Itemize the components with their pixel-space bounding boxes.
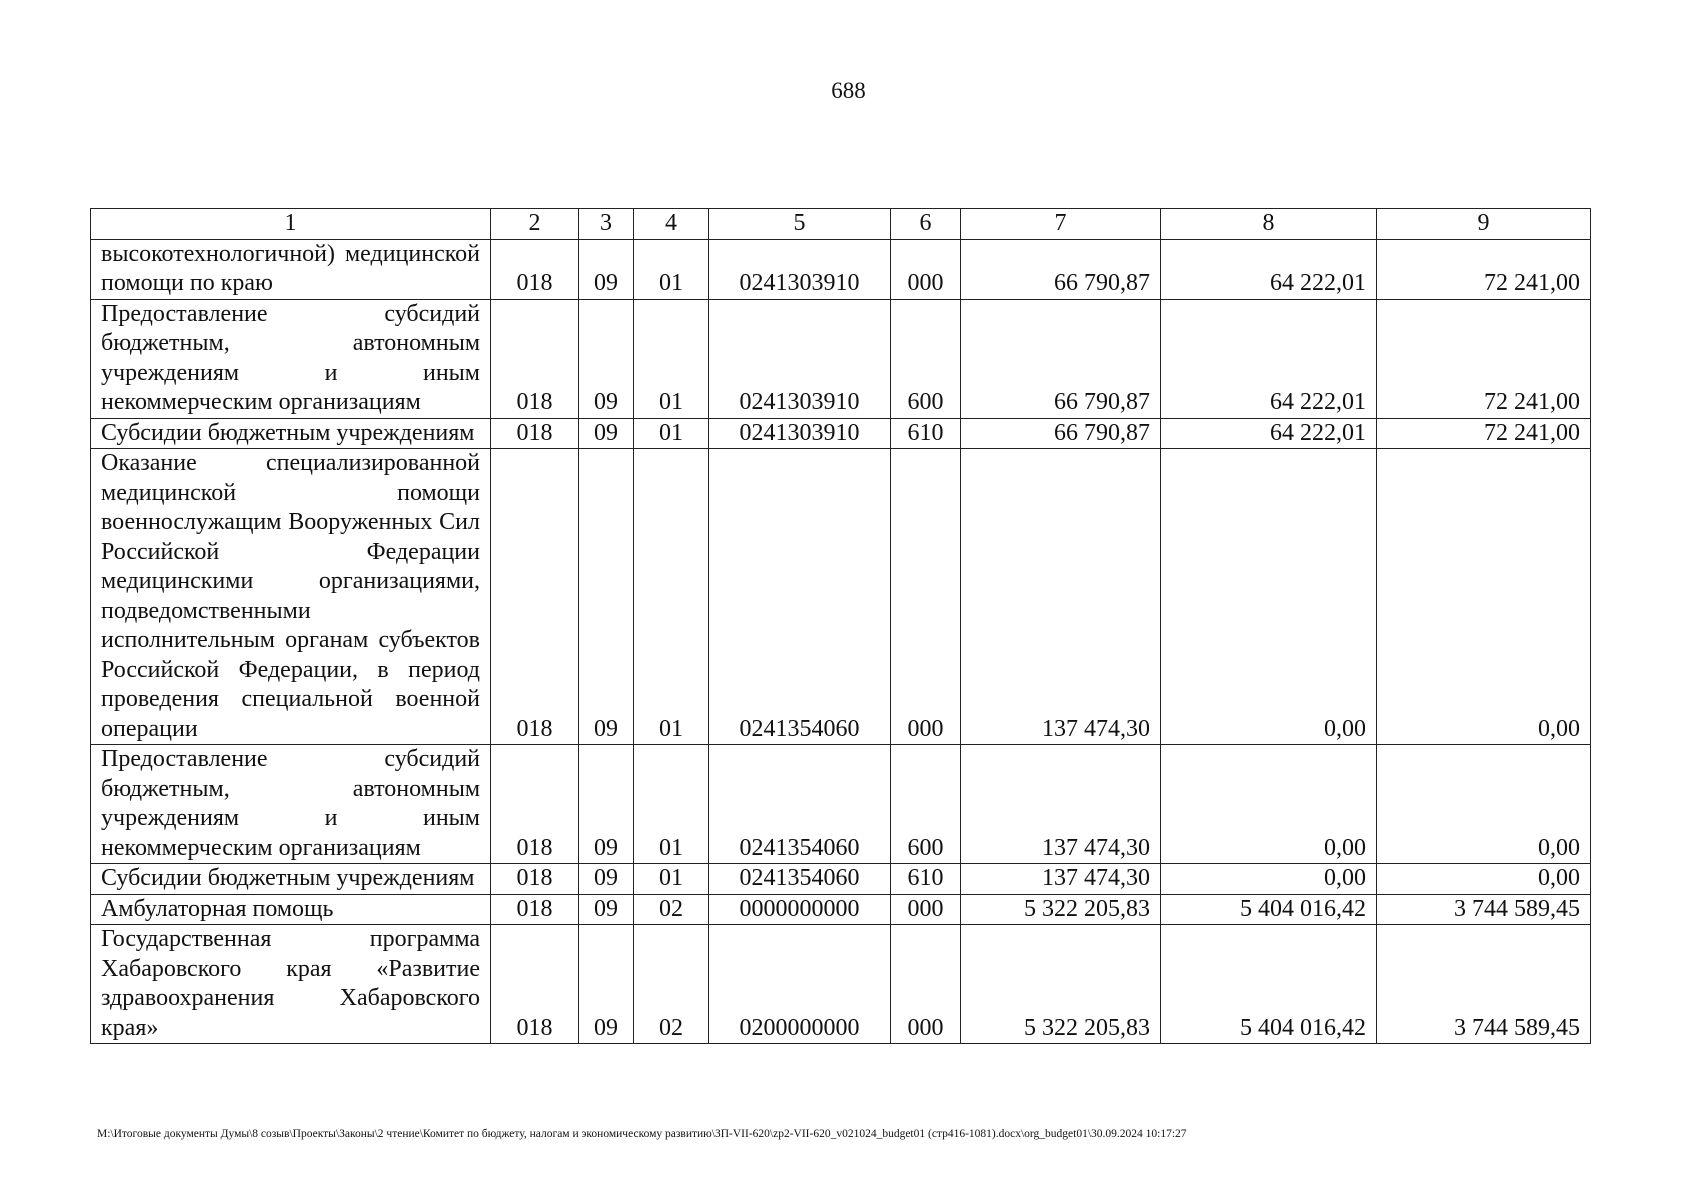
table-row [91, 449, 1591, 745]
section-cell: 09 [579, 894, 634, 925]
section-cell: 09 [579, 418, 634, 449]
row-name: Оказание специализированной медицинской помощи военнослужащим Вооруженных Сил Российской Федерации медицинскими организациями, подведомственными исполнительным органам субъектов Российской Федерации, в период проведения специальной военной операции [91, 449, 491, 745]
column-header: 7 [961, 209, 1161, 240]
target-article-cell: 0000000000 [709, 894, 891, 925]
expense-type-cell: 610 [891, 864, 961, 895]
subsection-cell: 01 [634, 418, 709, 449]
amount-cell: 66 790,87 [961, 239, 1161, 299]
expense-type-cell: 600 [891, 299, 961, 418]
amount-cell: 64 222,01 [1161, 418, 1377, 449]
target-article-cell: 0241303910 [709, 418, 891, 449]
amount-cell: 5 404 016,42 [1161, 925, 1377, 1044]
section-cell: 09 [579, 239, 634, 299]
target-article-cell: 0200000000 [709, 925, 891, 1044]
subsection-cell: 02 [634, 925, 709, 1044]
row-name: высокотехнологичной) медицинской помощи по краю [91, 239, 491, 299]
column-header: 8 [1161, 209, 1377, 240]
target-article-cell: 0241354060 [709, 864, 891, 895]
amount-cell: 137 474,30 [961, 745, 1161, 864]
table-row [91, 239, 1591, 299]
grbs-cell: 018 [491, 745, 579, 864]
amount-cell: 0,00 [1161, 864, 1377, 895]
amount-cell: 64 222,01 [1161, 299, 1377, 418]
table-row [91, 745, 1591, 864]
column-header: 9 [1377, 209, 1591, 240]
amount-cell: 66 790,87 [961, 299, 1161, 418]
amount-cell: 0,00 [1161, 745, 1377, 864]
amount-cell: 137 474,30 [961, 449, 1161, 745]
column-header: 5 [709, 209, 891, 240]
column-header: 4 [634, 209, 709, 240]
table-row [91, 925, 1591, 1044]
amount-cell: 0,00 [1161, 449, 1377, 745]
subsection-cell: 01 [634, 745, 709, 864]
grbs-cell: 018 [491, 864, 579, 895]
column-header: 6 [891, 209, 961, 240]
amount-cell: 0,00 [1377, 449, 1591, 745]
grbs-cell: 018 [491, 299, 579, 418]
row-name: Субсидии бюджетным учреждениям [91, 864, 491, 895]
amount-cell: 5 322 205,83 [961, 894, 1161, 925]
subsection-cell: 01 [634, 239, 709, 299]
table-row [91, 864, 1591, 895]
amount-cell: 137 474,30 [961, 864, 1161, 895]
grbs-cell: 018 [491, 239, 579, 299]
amount-cell: 72 241,00 [1377, 418, 1591, 449]
subsection-cell: 01 [634, 449, 709, 745]
section-cell: 09 [579, 745, 634, 864]
budget-table [90, 208, 1591, 1044]
row-name: Предоставление субсидий бюджетным, автономным учреждениям и иным некоммерческим организациям [91, 299, 491, 418]
grbs-cell: 018 [491, 894, 579, 925]
target-article-cell: 0241303910 [709, 239, 891, 299]
column-header: 2 [491, 209, 579, 240]
section-cell: 09 [579, 449, 634, 745]
amount-cell: 72 241,00 [1377, 299, 1591, 418]
grbs-cell: 018 [491, 449, 579, 745]
table-row [91, 418, 1591, 449]
amount-cell: 0,00 [1377, 745, 1591, 864]
subsection-cell: 01 [634, 299, 709, 418]
section-cell: 09 [579, 299, 634, 418]
amount-cell: 0,00 [1377, 864, 1591, 895]
expense-type-cell: 000 [891, 925, 961, 1044]
page-number: 688 [831, 78, 866, 103]
target-article-cell: 0241303910 [709, 299, 891, 418]
amount-cell: 64 222,01 [1161, 239, 1377, 299]
amount-cell: 66 790,87 [961, 418, 1161, 449]
expense-type-cell: 000 [891, 449, 961, 745]
amount-cell: 3 744 589,45 [1377, 894, 1591, 925]
grbs-cell: 018 [491, 418, 579, 449]
expense-type-cell: 000 [891, 239, 961, 299]
target-article-cell: 0241354060 [709, 745, 891, 864]
section-cell: 09 [579, 925, 634, 1044]
table-row [91, 894, 1591, 925]
section-cell: 09 [579, 864, 634, 895]
expense-type-cell: 610 [891, 418, 961, 449]
column-header: 1 [91, 209, 491, 240]
subsection-cell: 02 [634, 894, 709, 925]
table-row [91, 299, 1591, 418]
expense-type-cell: 000 [891, 894, 961, 925]
document-path-footer: M:\Итоговые документы Думы\8 созыв\Проекты\Законы\2 чтение\Комитет по бюджету, налогам и экономическому развитию\ЗП-VII-620\zp2-VII-620_v021024_budget01 (стр416-1081).docx\org_budget01\30.09.2024 10:17:27 [97, 1128, 1187, 1140]
column-header: 3 [579, 209, 634, 240]
row-name: Амбулаторная помощь [91, 894, 491, 925]
row-name: Предоставление субсидий бюджетным, автономным учреждениям и иным некоммерческим организациям [91, 745, 491, 864]
amount-cell: 72 241,00 [1377, 239, 1591, 299]
subsection-cell: 01 [634, 864, 709, 895]
grbs-cell: 018 [491, 925, 579, 1044]
amount-cell: 3 744 589,45 [1377, 925, 1591, 1044]
header-row [91, 209, 1591, 240]
row-name: Государственная программа Хабаровского края «Развитие здравоохранения Хабаровского края» [91, 925, 491, 1044]
amount-cell: 5 404 016,42 [1161, 894, 1377, 925]
row-name: Субсидии бюджетным учреждениям [91, 418, 491, 449]
target-article-cell: 0241354060 [709, 449, 891, 745]
amount-cell: 5 322 205,83 [961, 925, 1161, 1044]
expense-type-cell: 600 [891, 745, 961, 864]
